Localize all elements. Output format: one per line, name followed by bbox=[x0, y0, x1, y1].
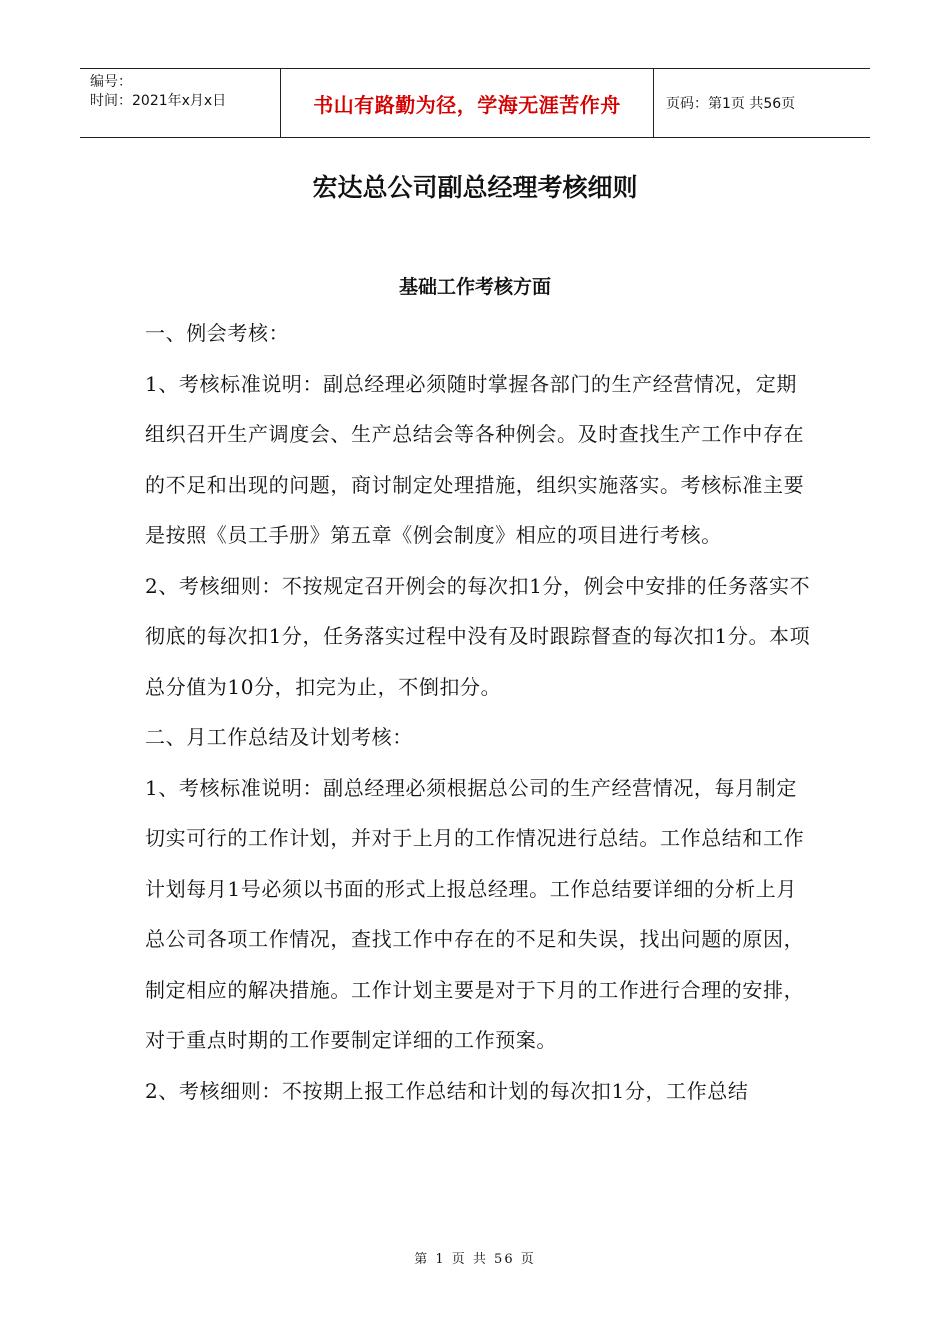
paragraph: 二、月工作总结及计划考核： bbox=[145, 725, 413, 749]
paragraph: 2、考核细则：不按期上报工作总结和计划的每次扣1分，工作总结 bbox=[145, 1078, 749, 1103]
paragraph: 1、考核标准说明：副总经理必须根据总公司的生产经营情况，每月制定切实可行的工作计划，并对于上月的工作情况进行总结。工作总结和工作计划每月1号必须以书面的形式上报总经理。工作总结要详细的分析上月总公司各项工作情况，查找工作中存在的不足和失误，找出问题的原因，制定相应的解决措施。工作计划主要是对于下月的工作进行合理的安排，对于重点时期的工作要制定详细的工作预案。 bbox=[145, 775, 805, 1052]
section-title: 基础工作考核方面 bbox=[398, 276, 551, 298]
document-body bbox=[145, 308, 815, 1116]
page-footer: 第 1 页 共 56 页 bbox=[414, 1252, 536, 1267]
header-motto: 书山有路勤为径，学海无涯苦作舟 bbox=[281, 69, 654, 137]
header-page-info: 页码：第1页 共56页 bbox=[666, 96, 796, 112]
time-label: 时间：2021年x月x日 bbox=[90, 93, 227, 109]
document-title: 宏达总公司副总经理考核细则 bbox=[312, 173, 638, 202]
paragraph: 一、例会考核： bbox=[145, 321, 290, 345]
paragraph: 1、考核标准说明：副总经理必须随时掌握各部门的生产经营情况，定期组织召开生产调度会、生产总结会等各种例会。及时查找生产工作中存在的不足和出现的问题，商讨制定处理措施，组织实施落实。考核标准主要是按照《员工手册》第五章《例会制度》相应的项目进行考核。 bbox=[145, 371, 805, 547]
number-label: 编号： bbox=[90, 74, 132, 90]
page-header bbox=[80, 68, 870, 138]
paragraph: 2、考核细则：不按规定召开例会的每次扣1分，例会中安排的任务落实不彻底的每次扣1分，任务落实过程中没有及时跟踪督查的每次扣1分。本项总分值为10分，扣完为止，不倒扣分。 bbox=[145, 573, 811, 699]
header-meta bbox=[80, 69, 281, 137]
